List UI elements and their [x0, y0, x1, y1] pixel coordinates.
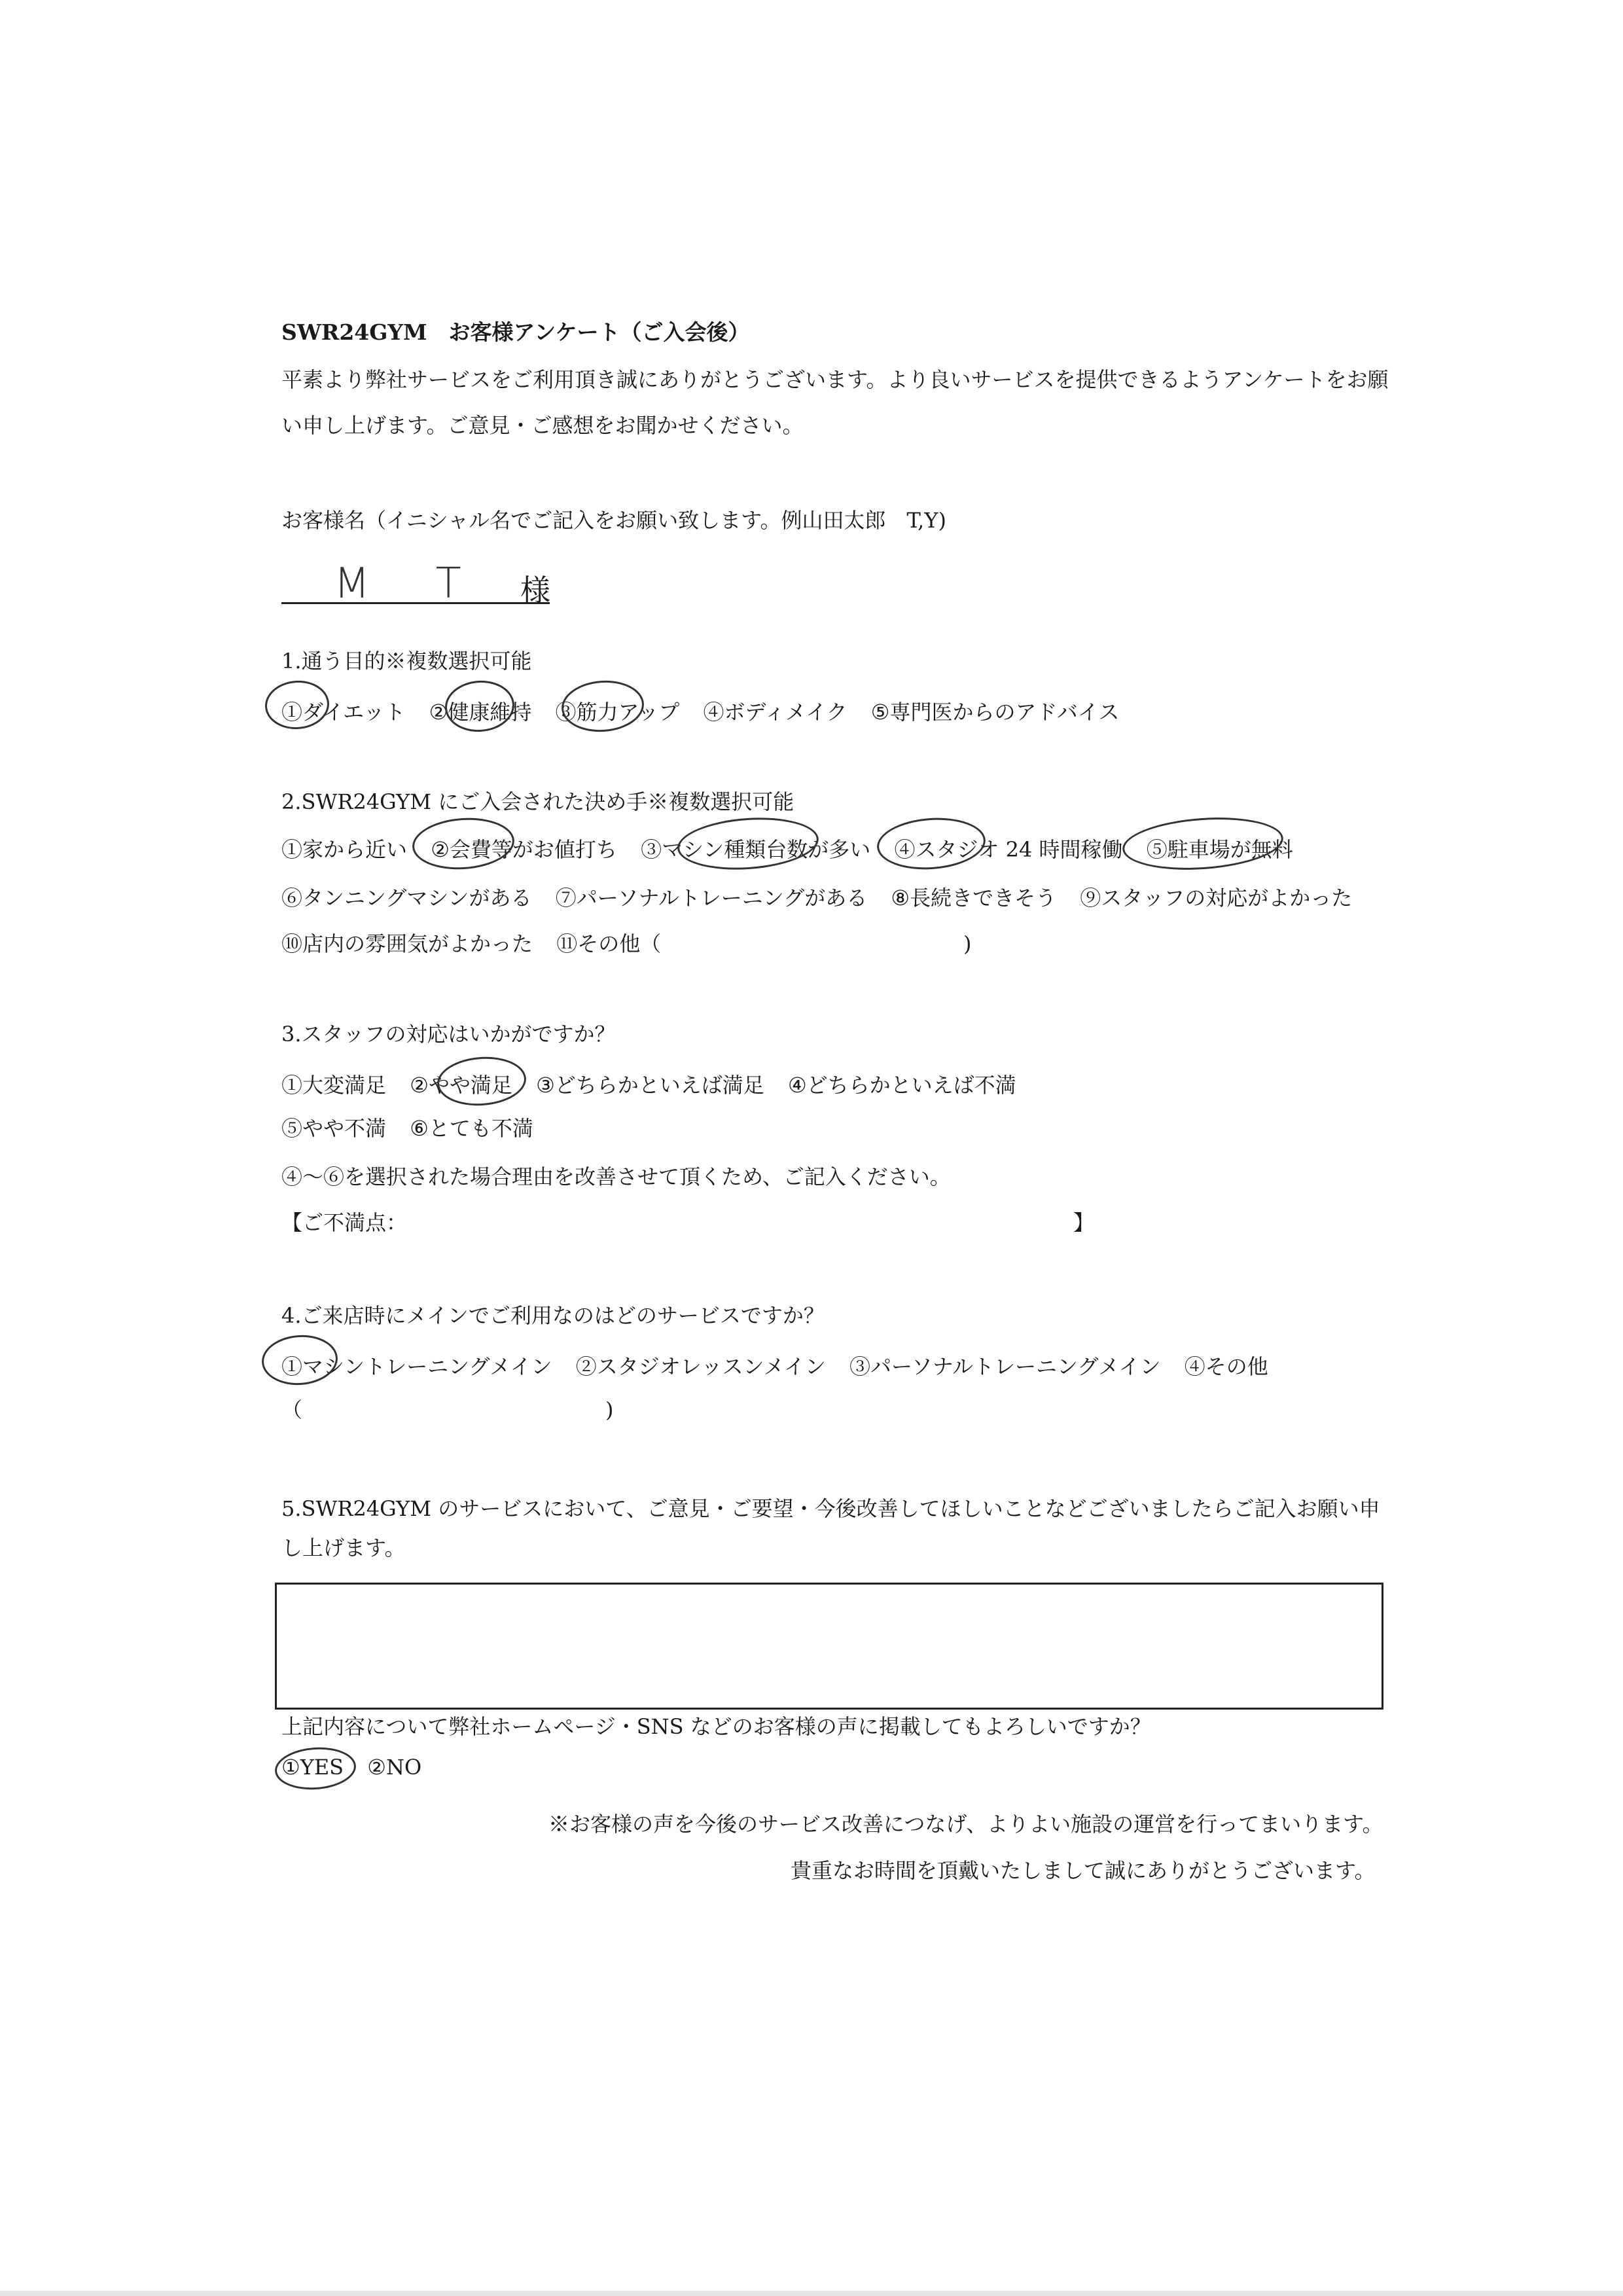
selection-circle	[274, 1745, 357, 1792]
q4-option-4[interactable]: ④その他	[1184, 1354, 1268, 1379]
q3-note: ④～⑥を選択された場合理由を改善させて頂くため、ご記入ください。	[281, 1164, 951, 1189]
q1-option-2[interactable]: ②健康維持	[429, 700, 532, 725]
selection-circle	[676, 814, 821, 874]
q2-option-2[interactable]: ②会費等がお値打ち	[431, 837, 617, 862]
selection-circle	[875, 814, 987, 872]
q2-option-3[interactable]: ③マシン種類台数が多い	[641, 837, 871, 862]
q2-option-1[interactable]: ①家から近い	[281, 837, 408, 862]
q2-option-4[interactable]: ④スタジオ 24 時間稼働	[894, 837, 1123, 862]
q3-option-4[interactable]: ④どちらかといえば不満	[787, 1073, 1016, 1098]
footer-thanks: 貴重なお時間を頂戴いたしまして誠にありがとうございます。	[791, 1858, 1376, 1883]
q3-options-row-2	[281, 1115, 533, 1141]
intro-line-1: 平素より弊社サービスをご利用頂き誠にありがとうございます。より良いサービスを提供できるようアンケートをお願	[281, 367, 1389, 392]
consent-no[interactable]: ②NO	[367, 1755, 422, 1780]
q2-other-close: )	[963, 931, 972, 956]
q1-options	[281, 699, 1120, 725]
q2-question: 2.SWR24GYM にご入会された決め手※複数選択可能	[281, 789, 794, 814]
q1-option-1[interactable]: ①ダイエット	[281, 700, 406, 725]
q1-option-4[interactable]: ④ボディメイク	[703, 700, 847, 725]
selection-circle	[1121, 813, 1285, 875]
q1-question: 1.通う目的※複数選択可能	[281, 649, 532, 673]
footer-note: ※お客様の声を今後のサービス改善につなげ、よりよい施設の運営を行ってまいります。	[548, 1812, 1383, 1837]
complaint-close: 】	[1073, 1210, 1095, 1235]
q4-question: 4.ご来店時にメインでご利用なのはどのサービスですか？	[281, 1303, 825, 1328]
selection-circle	[443, 678, 516, 734]
q3-option-2[interactable]: ②やや満足	[410, 1073, 512, 1098]
q2-option-6[interactable]: ⑥タンニングマシンがある	[281, 886, 532, 910]
honorific: 様	[520, 573, 550, 608]
customer-name-label: お客様名（イニシャル名でご記入をお願い致します。例山田太郎 T,Y)	[281, 508, 946, 533]
q3-option-3[interactable]: ③どちらかといえば満足	[536, 1073, 764, 1098]
q5-answer-box[interactable]	[275, 1583, 1383, 1710]
q4-option-2[interactable]: ②スタジオレッスンメイン	[575, 1354, 826, 1379]
q3-option-1[interactable]: ①大変満足	[281, 1073, 387, 1098]
q2-option-10[interactable]: ⑩店内の雰囲気がよかった	[281, 931, 533, 956]
selection-circle	[436, 1054, 528, 1108]
q3-option-5[interactable]: ⑤やや不満	[281, 1116, 387, 1141]
selection-circle	[410, 815, 516, 873]
q5-question-1: 5.SWR24GYM のサービスにおいて、ご意見・ご要望・今後改善してほしいことなどございましたらご記入お願い申	[281, 1496, 1380, 1521]
complaint-field[interactable]	[419, 1210, 1060, 1236]
q2-option-9[interactable]: ⑨スタッフの対応がよかった	[1080, 886, 1353, 910]
q4-other-close: )	[605, 1397, 614, 1422]
q2-options-row-3	[281, 931, 661, 957]
q3-question: 3.スタッフの対応はいかがですか？	[281, 1022, 616, 1047]
customer-name-value[interactable]: M T	[334, 560, 488, 608]
q2-option-8[interactable]: ⑧長続きできそう	[891, 886, 1057, 910]
survey-title: SWR24GYM お客様アンケート（ご入会後）	[281, 319, 750, 345]
q4-other-open: （	[281, 1397, 303, 1422]
q2-option-7[interactable]: ⑦パーソナルトレーニングがある	[555, 886, 868, 910]
q1-option-3[interactable]: ③筋力アップ	[555, 700, 680, 725]
complaint-label: 【ご不満点：	[281, 1210, 408, 1235]
q3-options-row-1	[281, 1072, 1016, 1098]
scan-edge	[0, 2291, 1623, 2296]
intro-line-2: い申し上げます。ご意見・ご感想をお聞かせください。	[281, 413, 804, 438]
q4-option-1[interactable]: ①マシントレーニングメイン	[281, 1354, 552, 1379]
q3-option-6[interactable]: ⑥とても不満	[410, 1116, 533, 1141]
q2-option-11[interactable]: ⑪その他（	[556, 931, 662, 956]
q5-question-2: し上げます。	[281, 1535, 406, 1560]
q1-option-5[interactable]: ⑤専門医からのアドバイス	[870, 700, 1120, 725]
q2-option-5[interactable]: ⑤駐車場が無料	[1146, 837, 1293, 862]
consent-question: 上記内容について弊社ホームページ・SNS などのお客様の声に掲載してもよろしいですか？	[281, 1714, 1151, 1739]
selection-circle	[560, 678, 645, 735]
q4-option-3[interactable]: ③パーソナルトレーニングメイン	[849, 1354, 1161, 1379]
consent-yes[interactable]: ①YES	[281, 1755, 344, 1780]
q2-options-row-2	[281, 885, 1352, 911]
q4-options	[281, 1354, 1268, 1380]
